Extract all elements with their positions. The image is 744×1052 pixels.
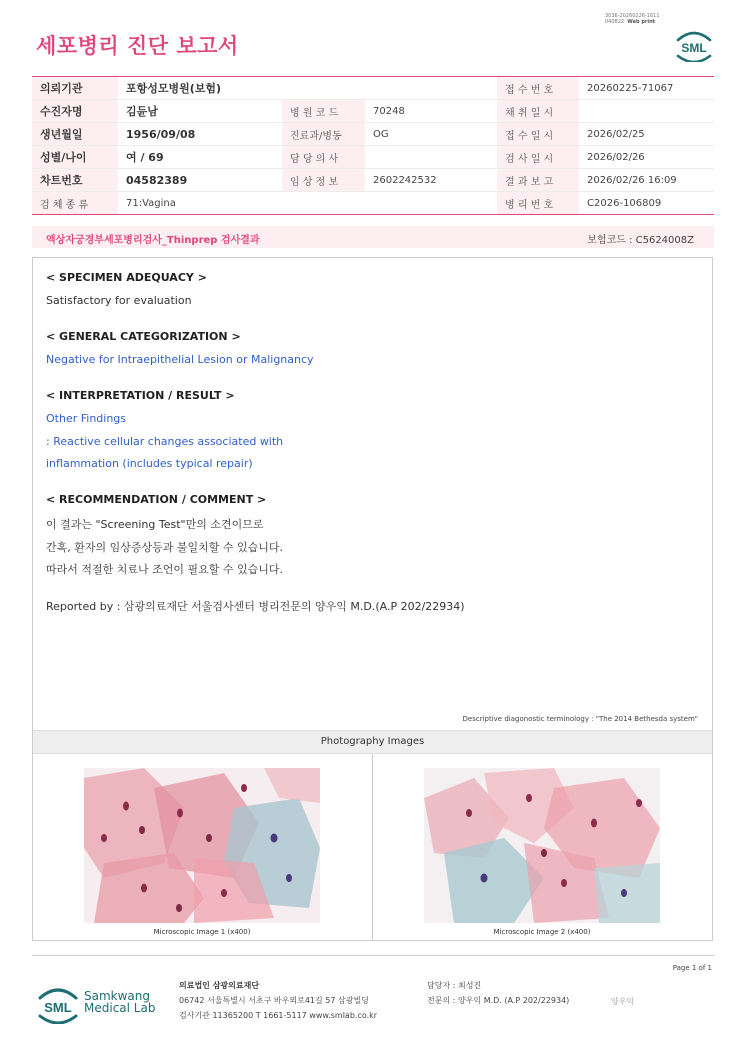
name-label: 수진자명	[32, 100, 118, 123]
microscopic-image-2	[424, 768, 660, 923]
org-info	[179, 978, 377, 1023]
specialist-name: 전문의 : 양우익 M.D. (A.P 202/22934)	[427, 996, 570, 1005]
info-row	[32, 100, 714, 123]
photo-divider	[372, 754, 373, 941]
info-row	[32, 192, 714, 215]
footer-logo-text: SML	[44, 1000, 72, 1015]
print-code	[605, 13, 660, 25]
logo-text: SML	[681, 41, 707, 55]
name-value: 김듄남	[118, 100, 282, 123]
specimen-value: 71:Vagina	[118, 192, 497, 215]
dept-value: OG	[365, 123, 497, 146]
staff-name: 담당자 : 최성진	[427, 981, 482, 990]
image-2-caption: Microscopic Image 2 (x400)	[493, 928, 591, 936]
interpretation-heading: < INTERPRETATION / RESULT >	[46, 389, 235, 402]
recommendation-line2: 간혹, 환자의 임상증상등과 불일치할 수 있습니다.	[46, 541, 283, 554]
brand-line1: Samkwang	[84, 989, 150, 1003]
exam-bar	[32, 226, 714, 248]
microscopic-image-1	[84, 768, 320, 923]
info-row	[32, 123, 714, 146]
req-org-value: 포항성모병원(보험)	[118, 77, 497, 100]
interpretation-line1: Other Findings	[46, 412, 127, 425]
hosp-code-value: 70248	[365, 100, 497, 123]
recv-date-value: 2026/02/25	[579, 123, 714, 146]
recommendation-line3: 따라서 적절한 치료나 조언이 필요할 수 있습니다.	[46, 563, 283, 576]
web-print-label: Web print	[627, 19, 656, 25]
chart-value: 04582389	[118, 169, 282, 192]
info-row	[32, 169, 714, 192]
adequacy-heading: < SPECIMEN ADEQUACY >	[46, 271, 207, 284]
dob-label: 생년월일	[32, 123, 118, 146]
report-value: 2026/02/26 16:09	[579, 169, 714, 192]
recommendation-line1: 이 결과는 "Screening Test"만의 소견이므로	[46, 518, 264, 531]
path-no-value: C2026-106809	[579, 192, 714, 215]
result-box	[32, 257, 713, 941]
brand-line2: Medical Lab	[84, 1001, 156, 1015]
recv-date-label: 접 수 일 시	[497, 123, 579, 146]
print-code-line1: 3036-20260226-1611	[605, 13, 660, 19]
general-text: Negative for Intraepithelial Lesion or Malignancy	[46, 353, 314, 366]
image-1-caption: Microscopic Image 1 (x400)	[153, 928, 251, 936]
collect-value	[579, 100, 714, 123]
info-row	[32, 146, 714, 169]
dob-value: 1956/09/08	[118, 123, 282, 146]
exam-name: 액상자궁경부세포병리검사_Thinprep 검사결과	[46, 235, 260, 246]
footer-divider	[32, 955, 714, 956]
adequacy-text: Satisfactory for evaluation	[46, 294, 192, 307]
sml-footer-logo-icon	[36, 982, 80, 1024]
org-name: 의료법인 삼광의료재단	[179, 981, 260, 990]
terminology-note: Descriptive diagonostic terminology : "The 2014 Bethesda system"	[462, 715, 698, 723]
recommendation-heading: < RECOMMENDATION / COMMENT >	[46, 493, 267, 506]
specimen-label: 검 체 종 류	[32, 192, 118, 215]
insurance-code: 보험코드 : C5624008Z	[587, 235, 694, 246]
interpretation-line3: inflammation (includes typical repair)	[46, 457, 253, 470]
sex-label: 성별/나이	[32, 146, 118, 169]
page-number: Page 1 of 1	[672, 964, 712, 972]
dept-label: 진료과/병동	[282, 123, 365, 146]
general-heading: < GENERAL CATEGORIZATION >	[46, 330, 241, 343]
brand-name	[84, 990, 155, 1014]
org-contact: 검사기관 11365200 T 1661-5117 www.smlab.co.kr	[179, 1011, 378, 1020]
clinical-label: 임 상 정 보	[282, 169, 365, 192]
reported-by: Reported by : 삼광의료재단 서울검사센터 병리전문의 양우익 M.D.(A.P 202/22934)	[46, 600, 465, 613]
print-code-line2: 040822	[605, 19, 625, 25]
path-no-label: 병 리 번 호	[497, 192, 579, 215]
staff-info	[427, 978, 569, 1008]
photo-title: Photography Images	[320, 736, 425, 747]
photo-header	[33, 730, 712, 754]
collect-label: 채 취 일 시	[497, 100, 579, 123]
req-org-label: 의뢰기관	[32, 77, 118, 100]
org-address: 06742 서울특별시 서초구 바우뫼로41길 57 삼광빌딩	[179, 996, 369, 1005]
sex-value: 여 / 69	[118, 146, 282, 169]
sml-logo-icon	[674, 26, 714, 62]
doctor-label: 담 당 의 사	[282, 146, 365, 169]
interpretation-line2: : Reactive cellular changes associated with	[46, 435, 284, 448]
report-title: 세포병리 진단 보고서	[36, 34, 239, 58]
report-label: 결 과 보 고	[497, 169, 579, 192]
chart-label: 차트번호	[32, 169, 118, 192]
exam-date-label: 검 사 일 시	[497, 146, 579, 169]
signature: 양우익	[611, 997, 635, 1006]
info-row	[32, 77, 714, 100]
hosp-code-label: 병 원 코 드	[282, 100, 365, 123]
exam-date-value: 2026/02/26	[579, 146, 714, 169]
recv-no-value: 20260225-71067	[579, 77, 714, 100]
patient-info-table	[32, 76, 714, 215]
recv-no-label: 접 수 번 호	[497, 77, 579, 100]
doctor-value	[365, 146, 497, 169]
clinical-value: 2602242532	[365, 169, 497, 192]
